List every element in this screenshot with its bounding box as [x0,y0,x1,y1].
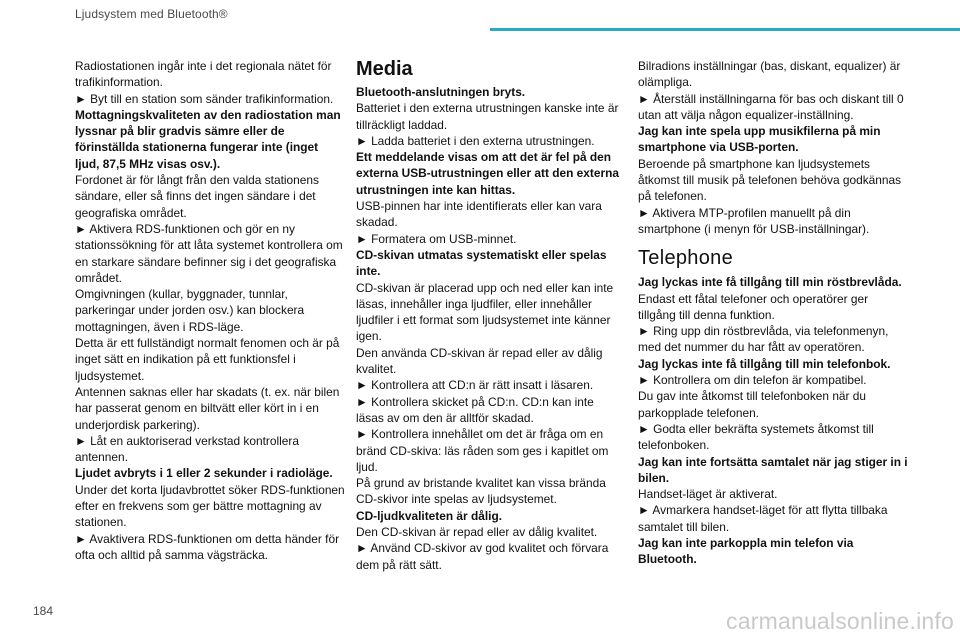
section-heading-media: Media [356,58,413,80]
body-paragraph: Fordonet är för långt från den valda stationens sändare, eller så finns det ingen sändare i det geografiska området. [75,173,319,220]
header-accent-bar [490,28,960,31]
body-paragraph: ► Kontrollera om din telefon är kompatibel. [638,373,867,388]
body-paragraph: ► Kontrollera skicket på CD:n. CD:n kan inte läsas av om den är alltför skadad. [356,394,594,425]
column-3-paragraphs-before [638,58,908,237]
body-paragraph: CD-skivan är placerad upp och ned eller kan inte läsas, innehåller inga ljudfiler, eller innehåller ljudfiler i ett format som ljudsystemet inte känner igen. [356,280,614,344]
body-paragraph: ► Aktivera MTP-profilen manuellt på din smartphone (i menyn för USB-inställningar). [638,205,870,236]
question-heading: Jag kan inte spela upp musikfilerna på min smartphone via USB-porten. [638,124,881,155]
body-paragraph: ► Kontrollera att CD:n är rätt insatt i läsaren. [356,378,594,393]
body-paragraph: Endast ett fåtal telefoner och operatörer ger tillgång till denna funktion. [638,291,869,322]
question-heading: Ett meddelande visas om att det är fel på den externa USB-utrustningen eller att den externa utrustningen inte kan hittas. [356,150,619,197]
body-paragraph: Radiostationen ingår inte i det regionala nätet för trafikinformation. [75,59,332,90]
body-paragraph: Antennen saknas eller har skadats (t. ex. när bilen har passerat genom en biltvätt eller kört in i en underjordisk parkering). [75,384,340,432]
body-paragraph: ► Återställ inställningarna för bas och diskant till 0 utan att välja någon equalizer-inställning. [638,91,904,122]
body-paragraph: ► Låt en auktoriserad verkstad kontrollera antennen. [75,433,299,465]
watermark-text: carmanualsonline.info [726,608,954,634]
body-paragraph: ► Formatera om USB-minnet. [356,231,517,246]
text-column-2 [356,58,624,573]
page-number: 184 [33,604,54,618]
body-paragraph: Den CD-skivan är repad eller av dålig kvalitet. [356,525,598,540]
body-paragraph: Beroende på smartphone kan ljudsystemets åtkomst till musik på telefonen behöva godkännas på telefonen. [638,156,902,204]
body-paragraph: ► Kontrollera innehållet om det är fråga om en bränd CD-skiva: läs råden som ges i kapitlet om ljud. [356,427,609,474]
question-heading: Jag kan inte fortsätta samtalet när jag stiger in i bilen. [638,454,908,485]
text-column-3 [638,58,908,568]
question-heading: Jag kan inte parkoppla min telefon via Bluetooth. [638,536,854,567]
question-heading: Bluetooth-anslutningen bryts. [356,85,526,99]
body-paragraph: ► Ladda batteriet i den externa utrustningen. [356,133,595,148]
column-1-paragraphs [75,58,345,563]
body-paragraph: ► Ring upp din röstbrevlåda, via telefonmenyn, med det nummer du har fått av operatören. [638,324,889,355]
body-paragraph: Batteriet i den externa utrustningen kanske inte är tillräckligt laddad. [356,101,619,132]
column-3-paragraphs-after [638,274,908,567]
body-paragraph: Du gav inte åtkomst till telefonboken när du parkopplade telefonen. [638,389,867,420]
question-heading: CD-skivan utmatas systematiskt eller spelas inte. [356,247,607,279]
body-paragraph: Den använda CD-skivan är repad eller av dålig kvalitet. [356,345,603,377]
body-paragraph: Under det korta ljudavbrottet söker RDS-funktionen efter en frekvens som ger bättre mottagning av stationen. [75,482,345,530]
body-paragraph: ► Aktivera RDS-funktionen och gör en ny stationssökning för att låta systemet kontrollera om en starkare sändare befinner sig i det geografiska området. [75,221,343,285]
column-2-paragraphs [356,84,624,573]
body-paragraph: ► Använd CD-skivor av god kvalitet och förvara dem på rätt sätt. [356,541,609,572]
body-paragraph: ► Godta eller bekräfta systemets åtkomst till telefonboken. [638,421,874,453]
text-column-1 [75,58,345,563]
question-heading: CD-ljudkvaliteten är dålig. [356,508,503,523]
body-paragraph: ► Byt till en station som sänder trafikinformation. [75,91,334,106]
running-header-title: Ljudsystem med Bluetooth® [75,7,228,21]
body-paragraph: Omgivningen (kullar, byggnader, tunnlar, parkeringar under jorden osv.) kan blockera mottagningen, även i RDS-läge. [75,287,305,334]
question-heading: Ljudet avbryts i 1 eller 2 sekunder i radioläge. [75,466,333,481]
question-heading: Mottagningskvaliteten av den radiostation man lyssnar på blir gradvis sämre eller de förinställda stationerna fungerar inte (inget ljud, 87,5 MHz visas osv.). [75,107,341,171]
body-paragraph: ► Avmarkera handset-läget för att flytta tillbaka samtalet till bilen. [638,503,888,534]
section-heading-telephone: Telephone [638,247,734,270]
body-paragraph: ► Avaktivera RDS-funktionen om detta händer för ofta och alltid på samma vägsträcka. [75,531,340,562]
body-paragraph: Bilradions inställningar (bas, diskant, equalizer) är olämpliga. [638,59,901,90]
question-heading: Jag lyckas inte få tillgång till min telefonbok. [638,356,891,371]
body-paragraph: På grund av bristande kvalitet kan vissa brända CD-skivor inte spelas av ljudsystemet. [356,476,606,507]
body-paragraph: Detta är ett fullständigt normalt fenomen och är på inget sätt en indikation på ett funktionsfel i ljudsystemet. [75,336,340,383]
body-paragraph: Handset-läget är aktiverat. [638,487,778,502]
question-heading: Jag lyckas inte få tillgång till min röstbrevlåda. [638,275,902,290]
body-paragraph: USB-pinnen har inte identifierats eller kan vara skadad. [356,199,602,230]
